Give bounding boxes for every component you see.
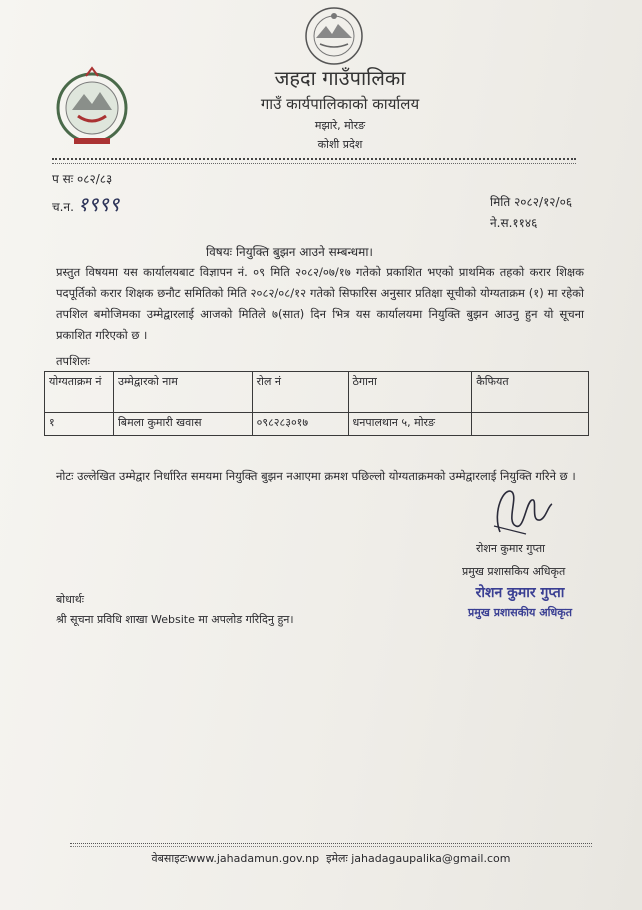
- col-header-name: उम्मेद्वारको नाम: [113, 372, 252, 413]
- col-header-address: ठेगाना: [348, 372, 472, 413]
- cc-label: बोधार्थः: [56, 593, 84, 606]
- col-header-roll: रोल नं: [252, 372, 348, 413]
- cell-roll: ०९८२८३०१७: [252, 413, 348, 436]
- dispatch-number-handwritten: १९९९: [77, 192, 120, 216]
- website-link[interactable]: www.jahadamun.gov.np: [187, 852, 320, 865]
- note-text: नोटः उल्लेखित उम्मेद्वार निर्धारित समयमा नियुक्ति बुझन नआएमा क्रमश पछिल्लो योग्यताक्रमको उम्मेद्वारलाई नियुक्ति गरिने छ ।: [56, 469, 576, 483]
- body-paragraph: प्रस्तुत विषयमा यस कार्यालयबाट विज्ञापन नं. ०९ मिति २०८२/०७/१७ गतेको प्रकाशित भएको प्राथमिक तहको करार शिक्षक पदपूर्तिको करार शिक्षक छनौट समितिको मिति २०८२/०८/१२ गतेको सिफारिस अनुसार प्रतिक्षा सूचीको योग्यताक्रम (१) मा रहेको तपशिल बमोजिमका उम्मेद्वारलाई आजको मितिले ७(सात) दिन भित्र यस कार्यालयमा नियुक्ति बुझन आउनु हुन यो सूचना प्रकाशित गरिएको छ ।: [56, 265, 584, 342]
- col-header-remarks: कैफियत: [472, 372, 589, 413]
- nepal-sambat-date: ने.स.११४६: [490, 216, 538, 230]
- col-header-rank: योग्यताक्रम नं: [45, 372, 114, 413]
- office-address: मझारे, मोरङ: [314, 119, 366, 132]
- office-name: जहदा गाउँपालिका: [274, 66, 406, 90]
- cell-name: बिमला कुमारी खवास: [113, 413, 252, 436]
- header-divider: [52, 158, 576, 164]
- table-row: [45, 413, 589, 436]
- cell-rank: १: [45, 413, 114, 436]
- email-link[interactable]: jahadagaupalika@gmail.com: [351, 852, 511, 865]
- stamp-title: प्रमुख प्रशासकीय अधिकृत: [468, 606, 572, 619]
- cell-remarks: [472, 413, 589, 436]
- signatory-title: प्रमुख प्रशासकिय अधिकृत: [462, 565, 566, 578]
- letter-date: मिति २०८२/१२/०६: [490, 195, 573, 209]
- cc-recipient: श्री सूचना प्रविधि शाखा Website मा अपलोड गरिदिनु हुन।: [56, 613, 294, 626]
- national-emblem-icon: [52, 66, 132, 148]
- official-stamp: [450, 583, 590, 620]
- subject-line: विषयः नियुक्ति बुझन आउने सम्बन्धमा।: [206, 245, 373, 259]
- footer-divider: [70, 843, 592, 847]
- handwritten-signature-icon: [486, 482, 556, 540]
- footer-contact: वेबसाइटःwww.jahadamun.gov.np इमेलः jahadagaupalika@gmail.com: [151, 852, 511, 865]
- cell-address: धनपालथान ५, मोरङ: [348, 413, 472, 436]
- reference-number: प सः ०८२/८३: [52, 172, 113, 186]
- office-subtitle: गाउँ कार्यपालिकाको कार्यालय: [260, 95, 420, 113]
- stamp-name: रोशन कुमार गुप्ता: [475, 585, 565, 601]
- details-label: तपशिलः: [56, 354, 91, 368]
- municipal-seal-icon: [298, 4, 370, 68]
- office-province: कोशी प्रदेश: [317, 138, 363, 151]
- dispatch-number: च.न. १९९९: [52, 192, 120, 216]
- candidate-table: [44, 371, 589, 436]
- signatory-name: रोशन कुमार गुप्ता: [476, 542, 545, 555]
- table-header-row: [45, 372, 589, 413]
